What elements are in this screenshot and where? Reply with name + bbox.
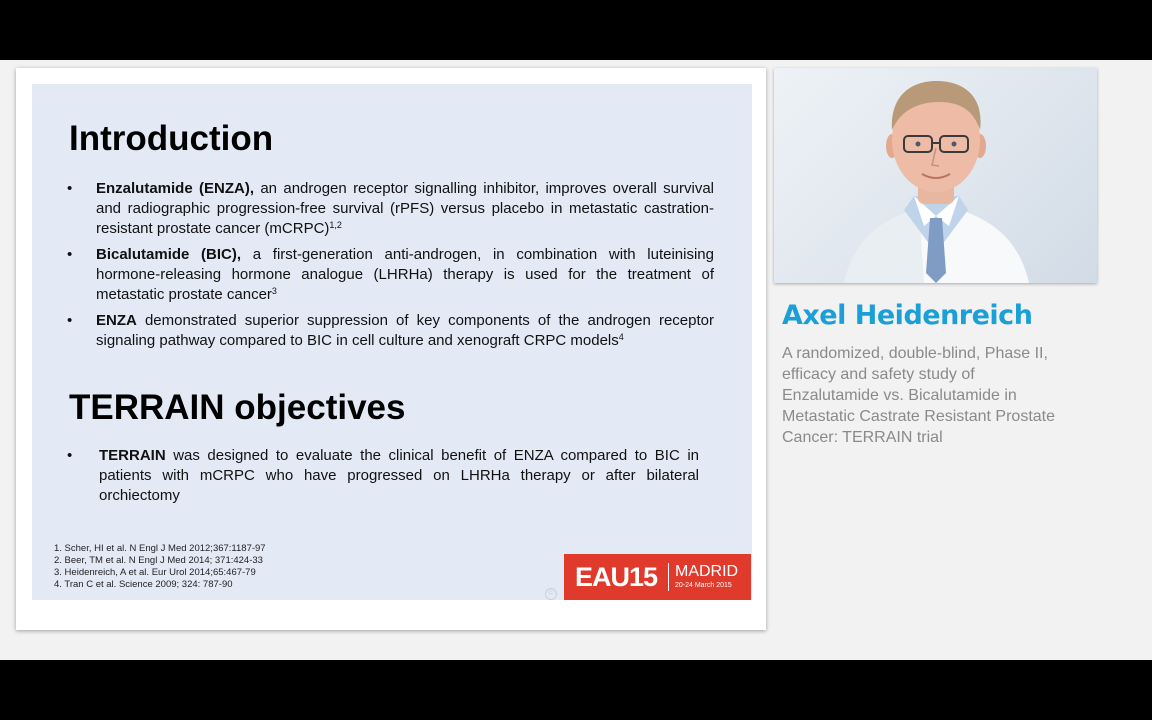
bullet-text: was designed to evaluate the clinical benefit of ENZA compared to BIC in patients with mCRPC who have progressed on LHRHa therapy or after bilateral orchiectomy xyxy=(99,447,699,504)
references-list xyxy=(54,543,266,591)
talk-title-line: A randomized, double-blind, Phase II, xyxy=(782,345,1048,362)
eau15-madrid-logo xyxy=(564,554,751,600)
talk-title xyxy=(782,343,1092,448)
reference-item: 1. Scher, HI et al. N Engl J Med 2012;367:1187-97 xyxy=(54,543,266,554)
reference-item: 2. Beer, TM et al. N Engl J Med 2014; 371:424-33 xyxy=(54,555,263,566)
bullet-text: a first-generation anti-androgen, in combination with luteinising hormone-releasing hormone analogue (LHRHa) therapy is used for the treatment of metastatic prostate cancer xyxy=(96,246,714,303)
speaker-portrait-icon xyxy=(774,68,1097,283)
bullet-bold-term: TERRAIN xyxy=(99,447,166,464)
slide-heading-introduction: Introduction xyxy=(69,119,274,158)
logo-eau-text: EAU15 xyxy=(575,562,658,592)
intro-bullet-2 xyxy=(96,245,714,305)
talk-title-line: Cancer: TERRAIN trial xyxy=(782,429,943,446)
intro-bullet-3 xyxy=(96,311,714,351)
reference-item: 3. Heidenreich, A et al. Eur Urol 2014;65:467-79 xyxy=(54,567,256,578)
citation-sup: 3 xyxy=(271,286,277,296)
speaker-name: Axel Heidenreich xyxy=(782,300,1033,331)
talk-title-line: Enzalutamide vs. Bicalutamide in xyxy=(782,387,1017,404)
citation-sup: 1,2 xyxy=(329,220,342,230)
bullet-bold-term: Enzalutamide (ENZA), xyxy=(96,180,255,197)
citation-sup: 4 xyxy=(618,332,624,342)
talk-title-line: efficacy and safety study of xyxy=(782,366,975,383)
slide-heading-objectives: TERRAIN objectives xyxy=(69,388,406,427)
bullet-icon: • xyxy=(67,447,73,464)
bullet-icon: • xyxy=(67,312,73,329)
bullet-text: demonstrated superior suppression of key components of the androgen receptor signaling pathway compared to BIC in cell culture and xenograft CRPC models xyxy=(96,312,714,349)
logo-date-text: 20-24 March 2015 xyxy=(675,582,732,589)
reference-item: 4. Tran C et al. Science 2009; 324: 787-90 xyxy=(54,579,233,590)
speaker-photo xyxy=(774,68,1097,283)
objective-bullet-1 xyxy=(99,446,699,506)
logo-divider xyxy=(668,563,669,591)
bullet-icon: • xyxy=(67,246,73,263)
logo-city-text: MADRID xyxy=(675,563,739,580)
bullet-icon: • xyxy=(67,180,73,197)
copyright-icon: © xyxy=(545,588,557,600)
talk-title-line: Metastatic Castrate Resistant Prostate xyxy=(782,408,1055,425)
bullet-bold-term: ENZA xyxy=(96,312,137,329)
intro-bullet-1 xyxy=(96,179,714,239)
bullet-bold-term: Bicalutamide (BIC), xyxy=(96,246,242,263)
bullet-text: an androgen receptor signalling inhibitor, improves overall survival and radiographic progression-free survival (rPFS) versus placebo in metastatic castration-resistant prostate cancer (mCRPC) xyxy=(96,180,714,237)
